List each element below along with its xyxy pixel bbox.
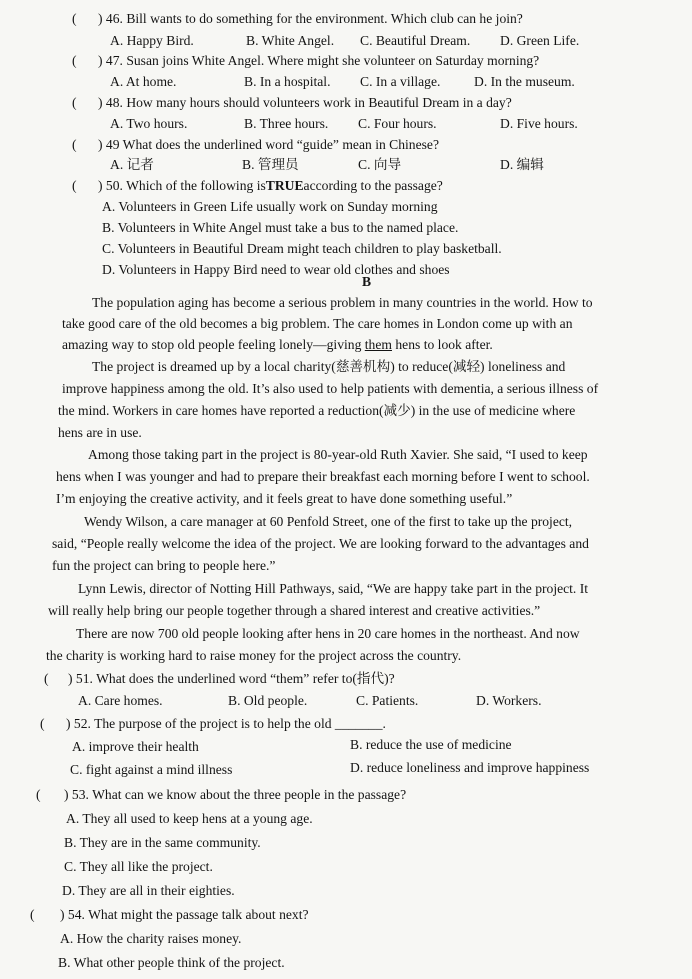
passage-line: the charity is working hard to raise money for the project across the country. <box>46 648 462 663</box>
passage-line: take good care of the old becomes a big problem. The care homes in London come up with an <box>62 316 573 331</box>
q50-option-a[interactable]: A. Volunteers in Green Life usually work on Sunday morning <box>102 199 438 214</box>
question-47: ( ) 47. Susan joins White Angel. Where might she volunteer on Saturday morning? <box>72 53 540 68</box>
q46-option-b[interactable]: B. White Angel. <box>246 33 335 48</box>
passage-line: Among those taking part in the project is 80-year-old Ruth Xavier. She said, “I used to keep <box>88 447 588 462</box>
q52-option-b[interactable]: B. reduce the use of medicine <box>350 737 512 752</box>
question-54: ( ) 54. What might the passage talk about next? <box>30 907 309 922</box>
passage-line: I’m enjoying the creative activity, and it feels great to have done something useful.” <box>56 491 513 506</box>
q46-option-a[interactable]: A. Happy Bird. <box>110 33 194 48</box>
passage-line: the mind. Workers in care homes have reported a reduction(减少) in the use of medicine where <box>58 403 576 418</box>
q51-option-a[interactable]: A. Care homes. <box>78 693 163 708</box>
q53-option-b[interactable]: B. They are in the same community. <box>64 835 261 850</box>
q52-option-a[interactable]: A. improve their health <box>72 739 199 754</box>
passage-line: amazing way to stop old people feeling lonely—giving them hens to look after. <box>62 337 493 352</box>
answer-bracket[interactable]: ( <box>40 716 45 731</box>
passage-line: Wendy Wilson, a care manager at 60 Penfold Street, one of the first to take up the project, <box>84 514 573 529</box>
q54-option-b[interactable]: B. What other people think of the project. <box>58 955 285 970</box>
answer-bracket[interactable]: ( <box>72 95 77 110</box>
answer-bracket[interactable]: ( <box>72 178 77 193</box>
question-51: ( ) 51. What does the underlined word “them” refer to(指代)? <box>44 671 395 686</box>
passage-line: hens when I was younger and had to prepare their breakfast each morning before I went to school. <box>56 469 590 484</box>
q48-option-c[interactable]: C. Four hours. <box>358 116 437 131</box>
question-50: ( ) 50. Which of the following isTRUEaccording to the passage? <box>72 178 443 193</box>
answer-bracket[interactable]: ( <box>36 787 41 802</box>
q52-option-c[interactable]: C. fight against a mind illness <box>70 762 233 777</box>
emphasis-true: TRUE <box>265 178 304 193</box>
question-52: ( ) 52. The purpose of the project is to help the old _______. <box>40 716 386 731</box>
q53-option-d[interactable]: D. They are all in their eighties. <box>62 883 235 898</box>
q49-option-b[interactable]: B. 管理员 <box>242 157 299 172</box>
underlined-word-them: them <box>364 337 392 352</box>
q54-option-a[interactable]: A. How the charity raises money. <box>60 931 242 946</box>
passage-line: will really help bring our people together through a shared interest and creative activities.” <box>48 603 541 618</box>
q48-option-a[interactable]: A. Two hours. <box>110 116 188 131</box>
passage-line: The project is dreamed up by a local charity(慈善机构) to reduce(减轻) loneliness and <box>92 359 566 374</box>
q48-option-d[interactable]: D. Five hours. <box>500 116 578 131</box>
q46-option-c[interactable]: C. Beautiful Dream. <box>360 33 471 48</box>
question-53: ( ) 53. What can we know about the three people in the passage? <box>36 787 407 802</box>
q50-option-d[interactable]: D. Volunteers in Happy Bird need to wear old clothes and shoes <box>102 262 450 277</box>
q47-option-c[interactable]: C. In a village. <box>360 74 441 89</box>
passage-line: hens are in use. <box>58 425 142 440</box>
q46-option-d[interactable]: D. Green Life. <box>500 33 580 48</box>
q49-option-a[interactable]: A. 记者 <box>110 157 154 172</box>
answer-bracket[interactable]: ( <box>72 53 77 68</box>
q47-option-a[interactable]: A. At home. <box>110 74 177 89</box>
passage-line: said, “People really welcome the idea of the project. We are looking forward to the advantages and <box>52 536 589 551</box>
q47-option-b[interactable]: B. In a hospital. <box>244 74 331 89</box>
question-48: ( ) 48. How many hours should volunteers work in Beautiful Dream in a day? <box>72 95 512 110</box>
passage-line: fun the project can bring to people here.” <box>52 558 276 573</box>
q53-option-c[interactable]: C. They all like the project. <box>64 859 213 874</box>
q49-option-d[interactable]: D. 编辑 <box>500 157 544 172</box>
q51-option-d[interactable]: D. Workers. <box>476 693 542 708</box>
passage-line: There are now 700 old people looking after hens in 20 care homes in the northeast. And now <box>76 626 580 641</box>
q52-option-d[interactable]: D. reduce loneliness and improve happiness <box>350 760 590 775</box>
answer-bracket[interactable]: ( <box>44 671 49 686</box>
answer-bracket[interactable]: ( <box>30 907 35 922</box>
q48-option-b[interactable]: B. Three hours. <box>244 116 329 131</box>
question-46: ( ) 46. Bill wants to do something for the environment. Which club can he join? <box>72 11 523 26</box>
answer-bracket[interactable]: ( <box>72 137 77 152</box>
q47-option-d[interactable]: D. In the museum. <box>474 74 575 89</box>
passage-line: The population aging has become a serious problem in many countries in the world. How to <box>92 295 593 310</box>
question-49: ( ) 49 What does the underlined word “guide” mean in Chinese? <box>72 137 439 152</box>
q51-option-b[interactable]: B. Old people. <box>228 693 308 708</box>
q53-option-a[interactable]: A. They all used to keep hens at a young age. <box>66 811 313 826</box>
passage-line: Lynn Lewis, director of Notting Hill Pathways, said, “We are happy take part in the project. It <box>78 581 589 596</box>
q51-option-c[interactable]: C. Patients. <box>356 693 419 708</box>
q50-option-b[interactable]: B. Volunteers in White Angel must take a bus to the named place. <box>102 220 459 235</box>
section-heading-b: B <box>362 274 372 289</box>
answer-bracket[interactable]: ( <box>72 11 77 26</box>
q49-option-c[interactable]: C. 向导 <box>358 157 402 172</box>
passage-line: improve happiness among the old. It’s also used to help patients with dementia, a serious illness of <box>62 381 599 396</box>
q50-option-c[interactable]: C. Volunteers in Beautiful Dream might teach children to play basketball. <box>102 241 502 256</box>
